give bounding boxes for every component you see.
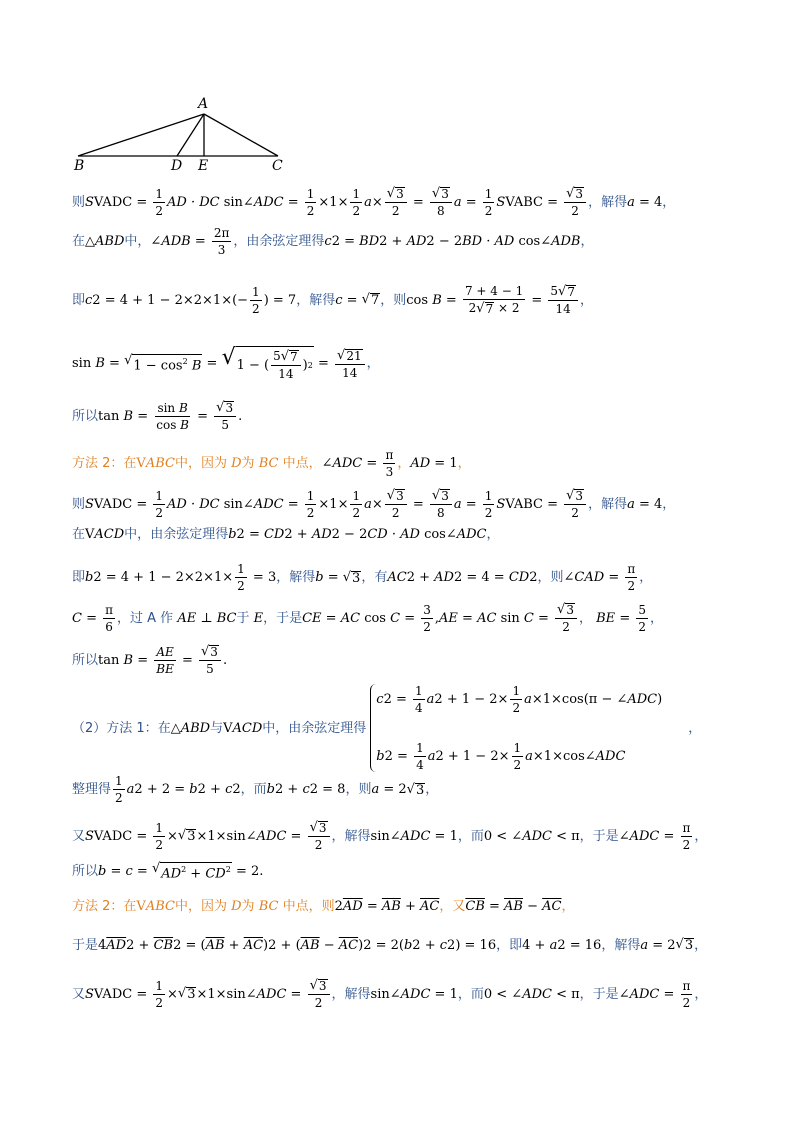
line-14: 又 S VADC = $\frac{1}{2}$ × √ 3 ×1×sin∠ ADC = √ 3 2 ， 解得 sin∠ ADC = 1 ，而 0 < ∠ ADC < π ，于是 ∠ ADC = $\frac{\pi}{2}$ ，	[72, 820, 708, 852]
line-17: 于是 4 $\overline{AD}$ 2 + $\overline{CB}$ 2 = ( $\overline{AB}$ + $\overline{AC}$ ) 2 + ( $\overline{AB}$ − $\overline{AC}$ ) 2 = 2( b 2 + c 2 ) = 16 ， 即 4 + a 2 = 16 ， 解得 a = 2 √ 3 ，	[72, 937, 708, 953]
line-12: （2）方法 1： 在 △ ABD 与 V ACD 中， 由余弦定理得 c 2 = $\frac{1}{4}$ a 2 + 1 − 2× $\frac{1}{2}$ a ×1×cos(π − ∠ ADC ) b 2 = $\frac{1}{4}$ a 2 + 1 − 2× $\frac{1}{2}$ a ×1×cos∠ ADC ，	[72, 684, 702, 772]
label-E: E	[198, 158, 209, 174]
line-8: 在 V ACD 中， 由余弦定理得 b 2 = CD 2 + AD 2 − 2 CD · AD cos∠ ADC ，	[72, 527, 500, 542]
line-5: 所以 tan B = $\frac{\text{sin B}}{\text{cos B}}$ = √ 3 5 .	[72, 400, 243, 432]
line-11: 所以 tan B = $\frac{AE}{BE}$ = √ 3 5 .	[72, 644, 228, 676]
line-10: C = $\frac{\pi}{6}$ ，过 A 作 AE ⊥ BC 于 E ，于是 CE = AC cos C = $\frac{3}{2}$ , AE = AC sin C = √ 3 2 ， BE = $\frac{5}{2}$ ，	[72, 602, 664, 634]
label-A: A	[198, 96, 209, 112]
line-13: 整理得 $\frac{1}{2}$ a 2 + 2 = b 2 + c 2 ，而 b 2 + c 2 = 8 ， 则 a = 2 √ 3 ，	[72, 774, 439, 805]
equation-system: c 2 = $\frac{1}{4}$ a 2 + 1 − 2× $\frac{1}{2}$ a ×1×cos(π − ∠ ADC ) b 2 = $\frac{1}{4}$ a 2 + 1 − 2× $\frac{1}{2}$ a ×1×cos∠ ADC	[370, 684, 662, 772]
line-7: 则 S VADC = $\frac{1}{2}$ AD · DC sin∠ ADC = $\frac{1}{2}$ ×1× $\frac{1}{2}$ a × √ 3 2 = √ 3 8 a = $\frac{1}{2}$ S VABC = √ 3 2 ， 解得 a = 4 ，	[72, 488, 676, 520]
triangle-figure	[72, 96, 302, 178]
line-6: 方法 2： 在 V ABC 中， 因为 D 为 BC 中点， ∠ ADC = $\frac{\pi}{3}$ ， AD = 1 ，	[72, 448, 471, 479]
line-1: 则 S VADC = $\frac{1}{2}$ AD · DC sin∠ ADC = $\frac{1}{2}$ ×1× $\frac{1}{2}$ a × √ 3 2 = √ 3 8 a = $\frac{1}{2}$ S VABC = √ 3 2 ， 解得 a = 4 ，	[72, 186, 676, 218]
line-4: sin B = √ $1 - \cos^2 B$ = √ 1 − ( 5 √ 7 14 ) 2 = √ 21 14 ，	[72, 345, 380, 381]
line-3: 即 c 2 = 4 + 1 − 2×2×1×(− $\frac{1}{2}$ ) = 7 ， 解得 c = √ 7 ， 则 cos B = 7 + 4 − 1 2 √ 7 × 2 = 5 √ 7 14 ，	[72, 284, 593, 316]
line-18: 又 S VADC = $\frac{1}{2}$ × √ 3 ×1×sin∠ ADC = √ 3 2 ， 解得 sin∠ ADC = 1 ，而 0 < ∠ ADC < π ，于是 ∠ ADC = $\frac{\pi}{2}$ ，	[72, 978, 708, 1010]
line-9: 即 b 2 = 4 + 1 − 2×2×1× $\frac{1}{2}$ = 3 ， 解得 b = √ 3 ，有 AC 2 + AD 2 = 4 = CD 2 ， 则 ∠ CAD = $\frac{\pi}{2}$ ，	[72, 562, 653, 593]
triangle-diagram	[72, 96, 302, 178]
line-15: 所以 b = c = √ $AD^2 + CD^2$ = 2 .	[72, 861, 264, 882]
label-D: D	[171, 158, 183, 174]
label-B: B	[74, 158, 85, 174]
label-C: C	[272, 158, 283, 174]
line-16: 方法 2： 在 V ABC 中， 因为 D 为 BC 中点， 则 2 $\overline{AD}$ = $\overline{AB}$ + $\overline{AC}$ ， 又 $\overline{CB}$ = $\overline{AB}$ − $\overline{AC}$ ，	[72, 899, 575, 914]
line-2: 在 △ ABD 中， ∠ ADB = $\frac{2\pi}{3}$ ， 由余弦定理得 c 2 = BD 2 + AD 2 − 2 BD · AD cos∠ ADB ，	[72, 226, 594, 257]
